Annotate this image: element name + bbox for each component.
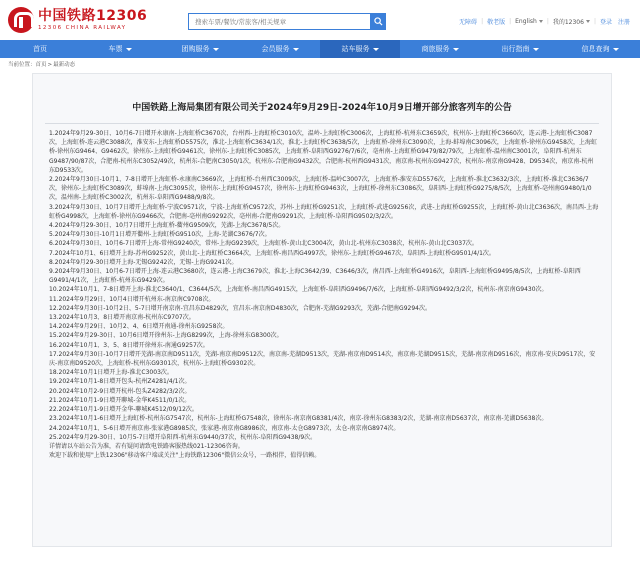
chevron-down-icon: [373, 48, 379, 51]
chevron-down-icon: [533, 48, 539, 51]
article-title: 中国铁路上海局集团有限公司关于2024年9月29日-2024年10月9日增开部分旅客列车的公告: [132, 103, 512, 113]
search-icon: [374, 17, 383, 26]
chevron-down-icon: [293, 48, 299, 51]
search-input[interactable]: [188, 13, 370, 30]
logo-subtitle: 12306 CHINA RAILWAY: [38, 25, 127, 31]
article-panel: [32, 73, 612, 547]
register-link[interactable]: 注册: [617, 19, 630, 26]
article-paragraph: 8.2024年9月29-30日增开上海-无锡G9242次，无锡-上海G9241次。: [49, 258, 238, 266]
article-paragraph: 15.2024年9月29-30日、10月6日增开徐州东-上海G8299次，上海-徐州东G8300次。: [49, 332, 283, 340]
chevron-down-icon: [539, 20, 543, 23]
search-button[interactable]: [370, 13, 386, 30]
elderly-mode-link[interactable]: 敬老版: [487, 19, 506, 26]
nav-tickets[interactable]: 车票: [80, 40, 160, 58]
my-12306-link[interactable]: 我的12306: [552, 19, 584, 26]
article-paragraph: 20.2024年10月2-9日增开杭州-包头Z4282/3/2次。: [49, 387, 191, 395]
article-paragraph: 23.2024年10月1-6日增开上海虹桥-杭州东G7547次，杭州东-上海虹桥G7548次，徐州东-南京南G8381/4次，南京-徐州东G8383/2次，芜湖-南京南D5637次，南京南-芜湖D5638次。: [49, 415, 548, 423]
title-divider: [45, 123, 599, 124]
article-paragraph: 18.2024年10月1日增开上海-淮北C3003次。: [49, 369, 173, 377]
article-paragraph: 3.2024年9月30日、10月7日增开上海虹桥-宁波C9571次，宁波-上海虹桥C9572次，苏州-上海虹桥G9251次，上海虹桥-武进G9256次，武进-上海虹桥G9255次，上海虹桥-黄山北C3636次，南昌西-上海虹桥G4998次，上海虹桥-徐州东G9466次，合肥南-亳州南G9292次，亳州南-合肥南G9291次，上海虹桥-阜阳西G9502/3/2次。: [49, 203, 599, 220]
nav-home[interactable]: 首页: [33, 45, 47, 53]
site-header: [0, 0, 640, 40]
article-paragraph: 12.2024年9月30日-10月2日、5-7日增开南京南-宜昌东D4829次，宜昌东-南京南D4830次，合肥南-芜湖G9293次，芜湖-合肥南G9294次。: [49, 304, 431, 312]
article-paragraph: 欢迎下载和使用"上铁12306"移动客户端或关注"上海铁路12306"微信公众号，一路相伴，值得信赖。: [49, 452, 321, 460]
article-paragraph: 17.2024年9月30日-10月7日增开芜湖-南京南D9511次，芜湖-南京南D9512次，南京南-芜湖D9513次，芜湖-南京南D9514次，南京南-芜湖D9515次，芜湖-南京南D9516次，南京南-安庆D9517次，安庆-南京南D9520次，上海虹桥-杭州东G9301次，杭州东-上海虹桥G9302次。: [49, 350, 596, 368]
nav-station-service[interactable]: 站车服务: [320, 40, 400, 58]
main-nav: [0, 40, 640, 58]
chevron-down-icon: [613, 48, 619, 51]
article-paragraph: 6.2024年9月30日、10月6-7日增开上海-常州G9240次，常州-上海G9239次，上海虹桥-黄山北C3004次，黄山北-杭州东C3038次，杭州东-黄山北C3037次。: [49, 240, 478, 248]
chevron-down-icon: [586, 20, 590, 23]
article-paragraph: 2.2024年9月30日-10月1、7-8日增开上海虹桥-永康南C3669次，上海虹桥-台州西C3009次，上海虹桥-温岭C3007次，上海虹桥-淮安东D5576次，上海虹桥-淮北C3632/3次，上海虹桥-淮北C3636/7次，徐州东-上海虹桥C3089次，蚌埠南-上海C3095次，徐州东-上海虹桥G9457次，徐州东-上海虹桥G9463次，上海虹桥-徐州东C3086次，阜阳西-上海虹桥G9275/8/5次，上海虹桥-亳州南G9480/1/0次，温州南-上海虹桥C3002次，杭州东-阜阳西G9488/9/8次。: [49, 176, 592, 202]
accessibility-link[interactable]: 无障碍: [459, 19, 478, 26]
article-paragraph: 11.2024年9月29日、10月4日增开杭州东-南京南C9708次。: [49, 295, 215, 303]
chevron-down-icon: [213, 48, 219, 51]
article-paragraph: 9.2024年9月30日、10月6-7日增开上海-连云港C3680次，连云港-上海C3679次，淮北-上海C3642/39、C3646/3次，南昌西-上海虹桥G4916次，阜阳西-上海虹桥G9495/8/5次，上海虹桥-阜阳西G9491/4/1次，上海虹桥-杭州东G9429次。: [49, 268, 581, 285]
login-link[interactable]: 登录: [599, 19, 612, 26]
article-paragraph: 22.2024年10月1-9日增开金华-聊城K4512/09/12次。: [49, 406, 198, 414]
article-paragraph: 1.2024年9月29-30日、10月6-7日增开永康南-上海虹桥C3670次，台州西-上海虹桥C3010次，温岭-上海虹桥C3006次，上海虹桥-杭州东C3659次，杭州东-上海虹桥C3660次，连云港-上海虹桥C3087次，上海虹桥-连云港C3088次，淮安东-上海虹桥D5575次，淮北-上海虹桥C3634/1次，淮北-上海虹桥C3638/5次，上海虹桥-徐州东C3090次，上海-蚌埠南C3096次，上海虹桥-徐州东G9458次，上海虹桥-徐州东G9464、G9462次，徐州东-上海虹桥G9461次，徐州东-上海虹桥C3085次，上海虹桥-阜阳西G9276/7/6次，亳州南-上海虹桥G9479/82/79次，上海虹桥-温州南C3001次，阜阳西-杭州东G9487/90/87次，合肥南-杭州东C3052/49次，杭州东-合肥南C3050/1次，杭州东-合肥南G9432次，合肥南-杭州西G9431次，南京南-杭州东G9427次，杭州东-南京南G9428、D9534次，南京南-杭州东D9533次。: [49, 130, 597, 174]
article-paragraph: 5.2024年9月30日-10月1日增开衢州-上海虹桥G9510次，上海-芜湖C3676/7次。: [49, 231, 271, 239]
language-select[interactable]: English: [515, 18, 537, 25]
article-paragraph: 13.2024年10月3、8日增开南京南-杭州东C9707次。: [49, 314, 195, 322]
article-paragraph: 4.2024年9月29-30日、10月7日增开上海虹桥-衢州G9509次，芜湖-上海C3678/5次。: [49, 222, 285, 230]
article-paragraph: 7.2024年10月1、6日增开上海-苏州G9252次，黄山北-上海虹桥C3664次，上海虹桥-南昌西G4997次，徐州东-上海虹桥G9467次，阜阳西-上海虹桥G9501/4/1次。: [49, 249, 495, 257]
nav-member-service[interactable]: 会员服务: [240, 40, 320, 58]
article-paragraph: 25.2024年9月29-30日、10月5-7日增开阜阳西-杭州东G9440/37次，杭州东-阜阳西G9438/9次。: [49, 433, 317, 441]
article-paragraph: 14.2024年9月29日、10月2、4、6日增开南通-徐州东G9258次。: [49, 323, 229, 331]
logo-title: 中国铁路12306: [38, 8, 148, 24]
article-body: [33, 129, 611, 460]
site-logo[interactable]: [8, 7, 147, 33]
nav-group-service[interactable]: 团购服务: [160, 40, 240, 58]
article-paragraph: 19.2024年10月1-8日增开包头-杭州Z4281/4/1次。: [49, 378, 191, 386]
breadcrumb: 当前位置：首页>最新动态: [8, 62, 76, 68]
chevron-down-icon: [126, 48, 132, 51]
nav-travel-guide[interactable]: 出行指南: [480, 40, 560, 58]
chevron-down-icon: [453, 48, 459, 51]
nav-business-service[interactable]: 商旅服务: [400, 40, 480, 58]
article-paragraph: 24.2024年10月1、5-6日增开南京南-张家港G8985次，张家港-南京南G8986次，南京南-太仓G8973次，太仓-南京南G8974次。: [49, 424, 400, 432]
nav-info-query[interactable]: 信息查询: [560, 40, 640, 58]
article-paragraph: 10.2024年10月1、7-8日增开上海-淮北C3640/1、C3644/5次，上海虹桥-南昌西G4915次，上海虹桥-阜阳西G9496/7/6次，上海虹桥-阜阳西G9492/3/2次，杭州东-南京南G9430次。: [49, 286, 548, 294]
article-paragraph: 详情请以车站公告为准，若有疑问请致电铁路客服热线021-12306咨询。: [49, 442, 244, 450]
breadcrumb-current[interactable]: 最新动态: [53, 62, 76, 68]
top-links: 无障碍 | 敬老版 | English | 我的12306 | 登录 注册: [459, 18, 630, 26]
china-railway-logo-icon: [8, 7, 34, 33]
search-bar: [188, 13, 386, 30]
article-paragraph: 21.2024年10月1-9日增开聊城-金华K4511/0/1次。: [49, 396, 191, 404]
article-paragraph: 16.2024年10月1、3、5、8日增开徐州东-南通G9257次。: [49, 341, 209, 349]
breadcrumb-home[interactable]: 当前位置：首页: [8, 62, 47, 68]
